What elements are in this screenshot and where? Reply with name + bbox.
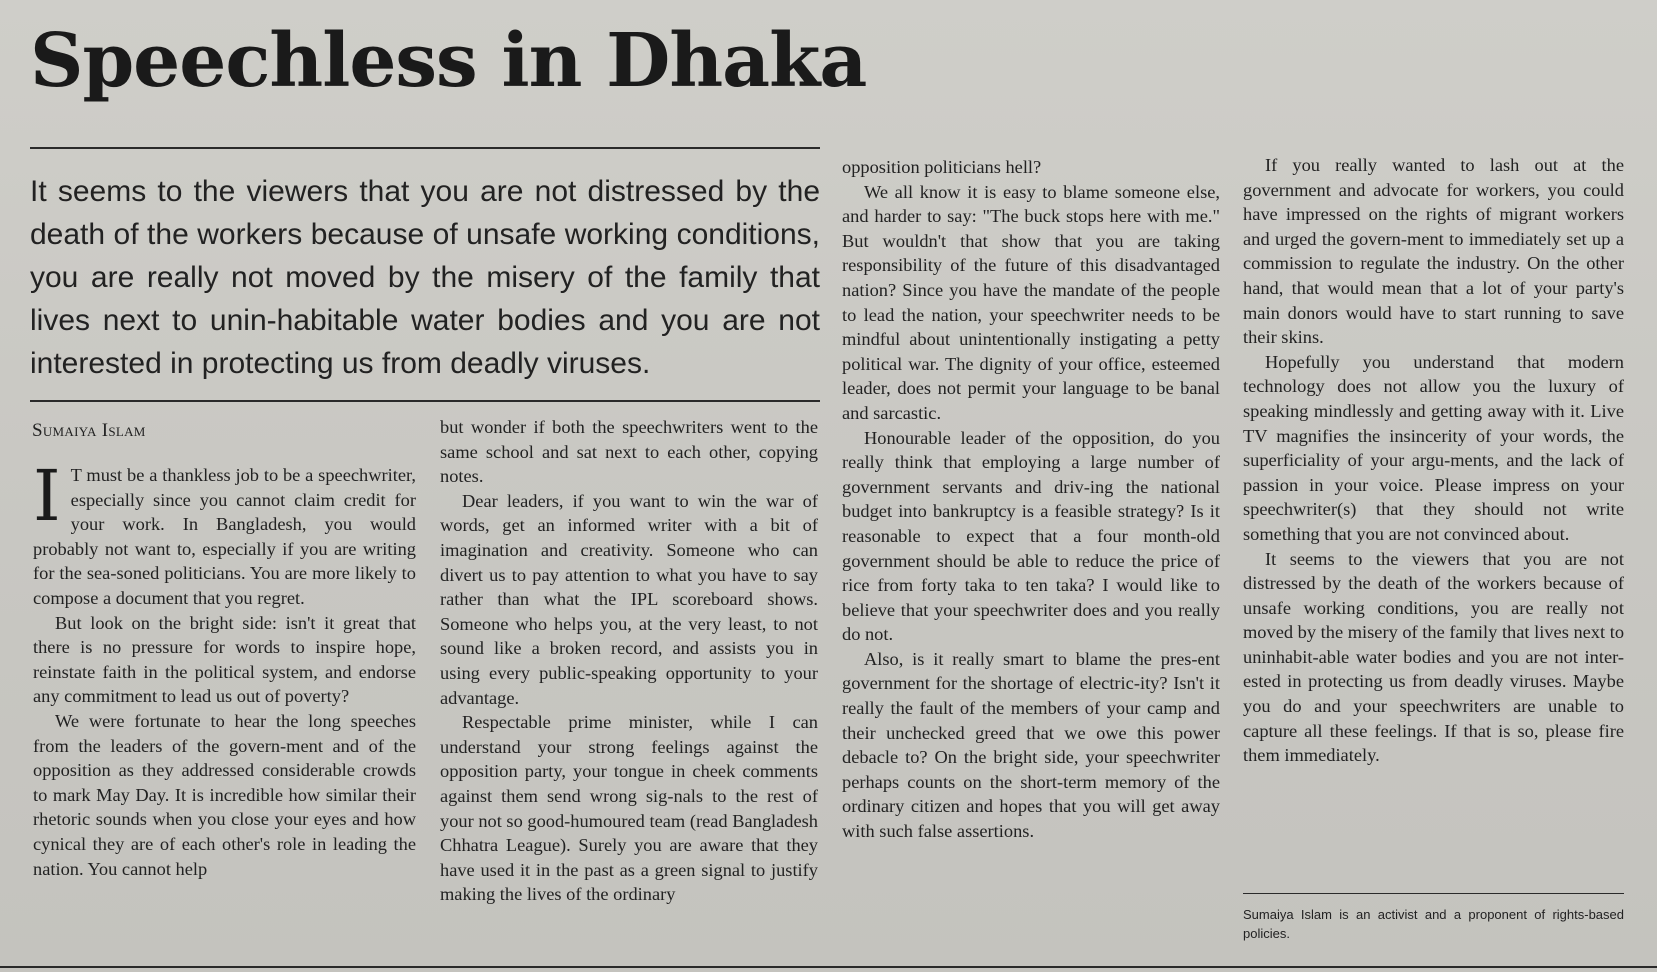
page-bottom-rule bbox=[0, 966, 1657, 968]
column-4 bbox=[1243, 153, 1624, 768]
author-footnote: Sumaiya Islam is an activist and a proponent of rights-based policies. bbox=[1243, 907, 1624, 941]
paragraph: Dear leaders, if you want to win the war of words, get an informed writer with a bit of imagination and creativity. Someone who can divert us to pay attention to what you have to say rather than what the IPL scoreboard shows. Someone who helps you, at the very least, to not sound like a broken record, and assists you in using every public-speaking opportunity to your advantage. bbox=[440, 490, 818, 708]
paragraph: We all know it is easy to blame someone else, and harder to say: "The buck stops here with me." But wouldn't that show that you are taking responsibility of the future of this disadvantaged nation? Since you have the mandate of the people to lead the nation, your speechwriter needs to be mindful about unintentionally instigating a petty political war. The dignity of your office, esteemed leader, does not permit your language to be banal and sarcastic. bbox=[842, 181, 1220, 423]
paragraph: It seems to the viewers that you are not distressed by the death of the workers because of unsafe working conditions, you are really not moved by the misery of the family that lives next to uninhabit-able water bodies and you are not inter-ested in protecting us from deadly viruses. Maybe you do and your speechwriters are unable to capture all these feelings. If that is so, please fire them immediately. bbox=[1243, 548, 1625, 766]
paragraph: We were fortunate to hear the long speeches from the leaders of the govern-ment and of the opposition as they addressed considerable crowds to mark May Day. It is incredible how similar their rhetoric sounds when you close your eyes and how cynical they are of each other's role in leading the nation. You cannot help bbox=[33, 710, 416, 879]
paragraph: opposition politicians hell? bbox=[842, 157, 1042, 177]
byline: Sumaiya Islam bbox=[32, 420, 146, 441]
paragraph bbox=[33, 455, 416, 611]
paragraph: Honourable leader of the opposition, do you really think that employing a large number of government servants and driv-ing the national budget into bankruptcy is a feasible strategy? Is it reasonable to expect that a four month-old government should be able to reduce the price of rice from forty taka to ten taka? I would like to believe that your speechwriter does and you really do not. bbox=[842, 427, 1220, 645]
deck: It seems to the viewers that you are not distressed by the death of the workers because of unsafe working conditions, you are really not moved by the misery of the family that lives next to unin-habitable water bodies and you are not interested in protecting us from deadly viruses. bbox=[30, 175, 820, 380]
footnote-rule bbox=[1243, 893, 1624, 894]
deck-bottom-rule bbox=[30, 400, 820, 402]
column-1 bbox=[33, 455, 416, 881]
paragraph: Also, is it really smart to blame the pres-ent government for the shortage of electric-ity? Isn't it really the fault of the members of your camp and their unchecked greed that we owe this power debacle to? On the bright side, your speechwriter perhaps counts on the short-term memory of the ordinary citizen and hopes that you will get away with such false assertions. bbox=[842, 648, 1220, 842]
paragraph: Hopefully you understand that modern technology does not allow you the luxury of speaking mindlessly and getting away with it. Live TV magnifies the insincerity of your words, the superficiality of your argu-ments, and the lack of passion in your voice. Please impress on your speechwriter(s) that they should not write something that you are not convinced about. bbox=[1243, 351, 1624, 544]
column-3 bbox=[842, 155, 1220, 844]
paragraph: If you really wanted to lash out at the government and advocate for workers, you could have impressed on the rights of migrant workers and urged the govern-ment to immediately set up a commission to regulate the industry. On the other hand, that would mean that a lot of your party's main donors would have to start running to save their skins. bbox=[1243, 155, 1624, 348]
drop-cap: I bbox=[33, 455, 61, 537]
headline: Speechless in Dhaka bbox=[30, 18, 867, 104]
column-2 bbox=[440, 415, 818, 907]
paragraph: But look on the bright side: isn't it great that there is no pressure for words to inspire hope, reinstate faith in the political system, and endorse any commitment to lead us out of poverty? bbox=[33, 612, 416, 707]
paragraph: but wonder if both the speechwriters went to the same school and sat next to each other, copying notes. bbox=[440, 417, 818, 487]
paragraph-text: T must be a thankless job to be a speechwriter, especially since you cannot claim credit for your work. In Bangladesh, you would probably not want to, especially if you are writing for the sea-soned politicians. You are more likely to compose a document that you regret. bbox=[33, 465, 416, 608]
paragraph: Respectable prime minister, while I can understand your strong feelings against the opposition party, your tongue in cheek comments against them send wrong sig-nals to the rest of your not so good-humoured team (read Bangladesh Chhatra League). Surely you are aware that they have used it in the past as a green signal to justify making the lives of the ordinary bbox=[440, 712, 818, 905]
deck-top-rule bbox=[30, 147, 820, 149]
